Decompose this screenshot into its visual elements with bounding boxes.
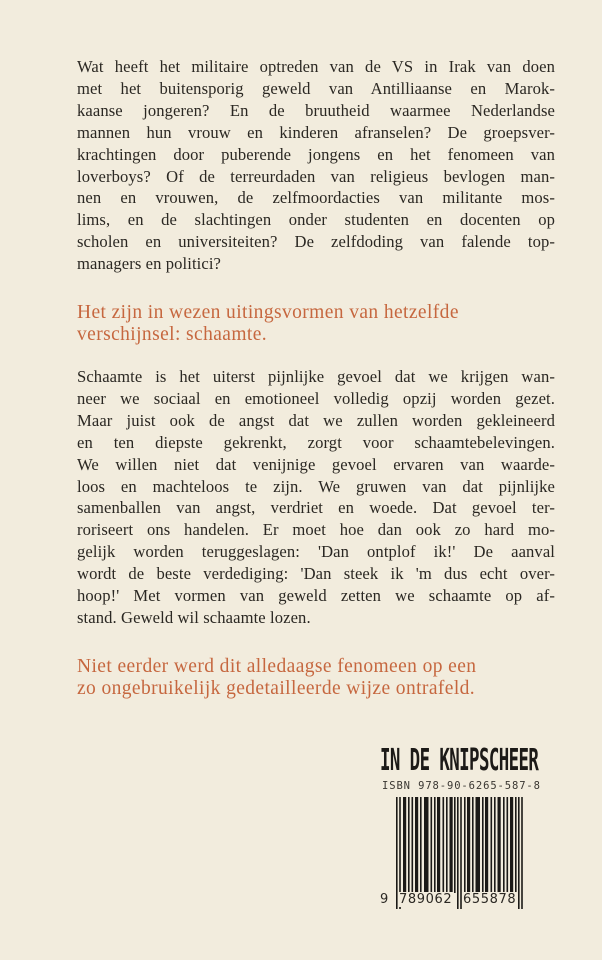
text-line: en ten diepste gekrenkt, zorgt voor schaamtebelevingen. — [77, 432, 555, 452]
text-line: Het zijn in wezen uitingsvormen van hetzelfde — [77, 302, 459, 323]
publisher-logo: IN DE KNIPSCHEER — [380, 743, 539, 778]
text-line: roriseert ons handelen. Er moet hoe dan ook zo hard mo- — [77, 520, 555, 540]
text-line: verschijnsel: schaamte. — [77, 323, 268, 345]
text-line: Schaamte is het uiterst pijnlijke gevoel dat we krijgen wan- — [77, 367, 555, 386]
text-line: met het buitensporig geweld van Antilliaanse en Marok- — [77, 78, 555, 98]
highlight-statement — [77, 302, 555, 345]
text-line: stand. Geweld wil schaamte lozen. — [77, 607, 311, 627]
text-line: We willen niet dat venijnige gevoel ervaren van waarde- — [77, 454, 555, 474]
text-line: loverboys? Of de terreurdaden van religieus bevlogen man- — [77, 166, 555, 186]
text-line: scholen en universiteiten? De zelfdoding van falende top- — [77, 232, 555, 252]
text-line: Maar juist ook de angst dat we zullen worden gekleineerd — [77, 410, 555, 430]
text-line: loos en machteloos te zijn. We gruwen van dat pijnlijke — [77, 476, 555, 496]
text-line: samenballen van angst, verdriet en woede. Dat gevoel ter- — [77, 498, 555, 518]
text-line: Niet eerder werd dit alledaagse fenomeen op een — [77, 656, 477, 677]
isbn-label: ISBN 978-90-6265-587-8 — [382, 780, 541, 792]
text-line: Wat heeft het militaire optreden van de VS in Irak van doen — [77, 57, 555, 76]
text-line: zo ongebruikelijk gedetailleerde wijze ontrafeld. — [77, 677, 476, 699]
ean-first-digit: 9 — [380, 892, 389, 907]
text-line: krachtingen door puberende jongens en het fenomeen van — [77, 144, 555, 164]
text-line: wordt de beste verdediging: 'Dan steek ik 'm dus echt over- — [77, 564, 555, 584]
closing-statement — [77, 656, 555, 699]
text-line: mannen hun vrouw en kinderen afranselen? De groepsver- — [77, 122, 555, 142]
text-line: gelijk worden teruggeslagen: 'Dan ontplof ik!' De aanval — [77, 542, 555, 562]
text-line: managers en politici? — [77, 254, 222, 274]
text-line: neer we sociaal en emotioneel volledig opzij worden gezet. — [77, 388, 555, 408]
intro-paragraph — [77, 56, 555, 275]
text-line: lims, en de slachtingen onder studenten en docenten op — [77, 210, 555, 230]
isbn-barcode-block — [380, 745, 560, 915]
text-line: hoop!' Met vormen van geweld zetten we schaamte op af- — [77, 586, 555, 606]
text-line: kaanse jongeren? En de bruutheid waarmee Nederlandse — [77, 100, 555, 120]
body-paragraph — [77, 366, 555, 629]
ean-right-digits: 655878 — [463, 892, 517, 907]
text-line: nen en vrouwen, de zelfmoordacties van militante mos- — [77, 188, 555, 208]
ean-left-digits: 789062 — [399, 892, 453, 907]
